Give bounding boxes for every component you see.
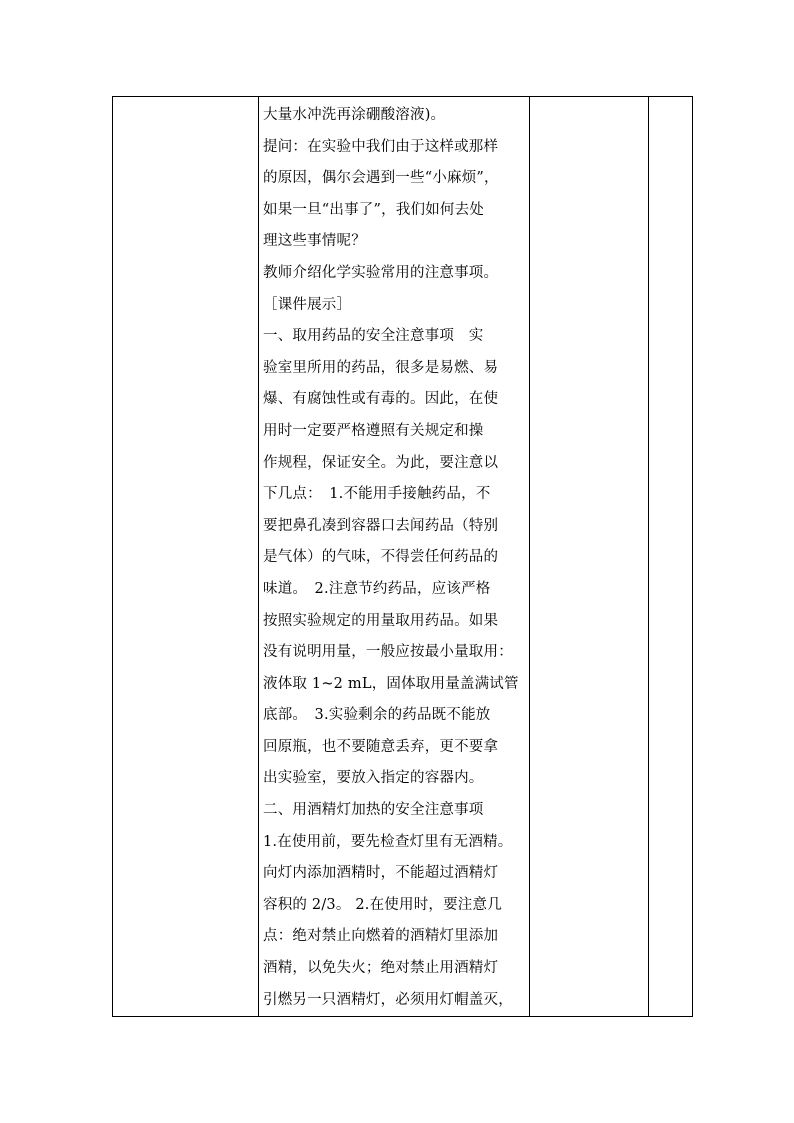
text-line: 大量水冲洗再涂硼酸溶液)。 [263,107,446,123]
text-line: 用时一定要严格遵照有关规定和操 [263,422,484,439]
text-line: 爆、有腐蚀性或有毒的。因此，在使 [263,391,499,408]
content-cell [259,97,530,1017]
text-line: 提问：在实验中我们由于这样或那样 [263,138,499,155]
text-line: 出实验室，要放入指定的容器内。 [263,770,484,787]
text-line: 回原瓶，也不要随意丢弃，更不要拿 [263,738,499,755]
text-line: 容积的 2/3。 2.在使用时，要注意几 [263,896,502,913]
table-row [113,97,693,1017]
text-line: 底部。 3.实验剩余的药品既不能放 [263,707,491,724]
left-empty-cell [113,97,259,1017]
text-line: 教师介绍化学实验常用的注意事项。 [263,264,499,281]
text-line: 下几点： 1.不能用手接触药品，不 [263,486,491,503]
text-line: 引燃另一只酒精灯，必须用灯帽盖灭， [263,991,513,1008]
text-line: 的原因，偶尔会遇到一些“小麻烦”， [263,170,499,187]
right-empty-cell [649,97,693,1017]
middle-empty-cell [530,97,649,1017]
text-line: 验室里所用的药品，很多是易燃、易 [263,359,499,376]
text-line: 液体取 1~2 mL，固体取用量盖满试管 [263,675,519,692]
lesson-table [112,96,693,1017]
text-line: 如果一旦“出事了”，我们如何去处 [263,201,485,218]
text-line: 理这些事情呢？ [263,233,366,250]
text-line: 按照实验规定的用量取用药品。如果 [263,612,499,629]
text-line: 点：绝对禁止向燃着的酒精灯里添加 [263,928,499,945]
text-line: 没有说明用量，一般应按最小量取用： [263,644,513,661]
text-line: 是气体）的气味，不得尝任何药品的 [263,549,499,566]
text-line: 一、取用药品的安全注意事项 实 [263,328,484,345]
text-line: 作规程，保证安全。为此，要注意以 [263,454,499,471]
text-line: 味道。 2.注意节约药品，应该严格 [263,580,491,597]
text-line: 要把鼻孔凑到容器口去闻药品（特别 [263,517,499,534]
text-line: 二、用酒精灯加热的安全注意事项 [263,802,484,819]
text-line: ［课件展示］ [263,296,352,313]
text-line: 1.在使用前，要先检查灯里有无酒精。 [263,833,513,850]
text-line: 向灯内添加酒精时，不能超过酒精灯 [263,865,499,882]
text-line: 酒精，以免失火；绝对禁止用酒精灯 [263,960,499,977]
